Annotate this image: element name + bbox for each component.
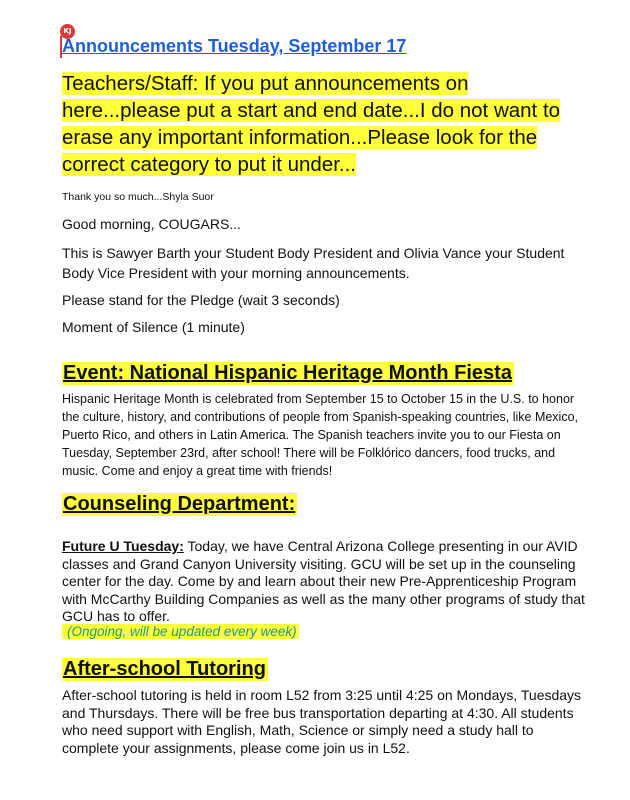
- author-avatar[interactable]: KJ: [60, 24, 75, 39]
- ongoing-note: (Ongoing, will be updated every week): [62, 624, 299, 639]
- counseling-heading: Counseling Department:: [63, 493, 296, 515]
- counseling-body: [62, 538, 592, 626]
- silence-line: Moment of Silence (1 minute): [62, 319, 245, 335]
- event-heading: Event: National Hispanic Heritage Month Fiesta: [63, 362, 512, 384]
- staff-notice-text: Teachers/Staff: If you put announcements on here...please put a start and end date...I do not want to erase any important information...Please look for the correct category to put it under...: [62, 72, 561, 176]
- counseling-text: Today, we have Central Arizona College presenting in our AVID classes and Grand Canyon University visiting. GCU will be set up in the counseling center for the day. Come by and learn about their new Pre-Apprenticeship Program with McCarthy Building Companies as well as the many other programs of study that GCU has to offer.: [62, 538, 585, 624]
- greeting: Good morning, COUGARS...: [62, 216, 241, 232]
- staff-notice: [62, 70, 582, 178]
- tutoring-heading: After-school Tutoring: [63, 658, 266, 680]
- thanks-line: Thank you so much...Shyla Suor: [62, 191, 214, 203]
- event-body: Hispanic Heritage Month is celebrated from September 15 to October 15 in the U.S. to honor the culture, history, and contributions of people from Spanish-speaking countries, like Mexico, Puerto Rico, and others in Latin America. The Spanish teachers invite you to our Fiesta on Tuesday, September 23rd, after school! There will be Folklórico dancers, food trucks, and music. Come and enjoy a great time with friends!: [62, 392, 579, 478]
- intro-paragraph: This is Sawyer Barth your Student Body President and Olivia Vance your Student Body Vice President with your morning announcements.: [62, 245, 565, 281]
- page-title[interactable]: Announcements Tuesday, September 17: [62, 36, 407, 56]
- pledge-line: Please stand for the Pledge (wait 3 seconds): [62, 292, 340, 308]
- future-u-label: Future U Tuesday:: [62, 538, 184, 554]
- tutoring-body: After-school tutoring is held in room L52 from 3:25 until 4:25 on Mondays, Tuesdays and Thursdays. There will be free bus transportation departing at 4:30. All students who need support with English, Math, Science or simply need a study hall to complete your assignments, please come join us in L52.: [62, 687, 582, 756]
